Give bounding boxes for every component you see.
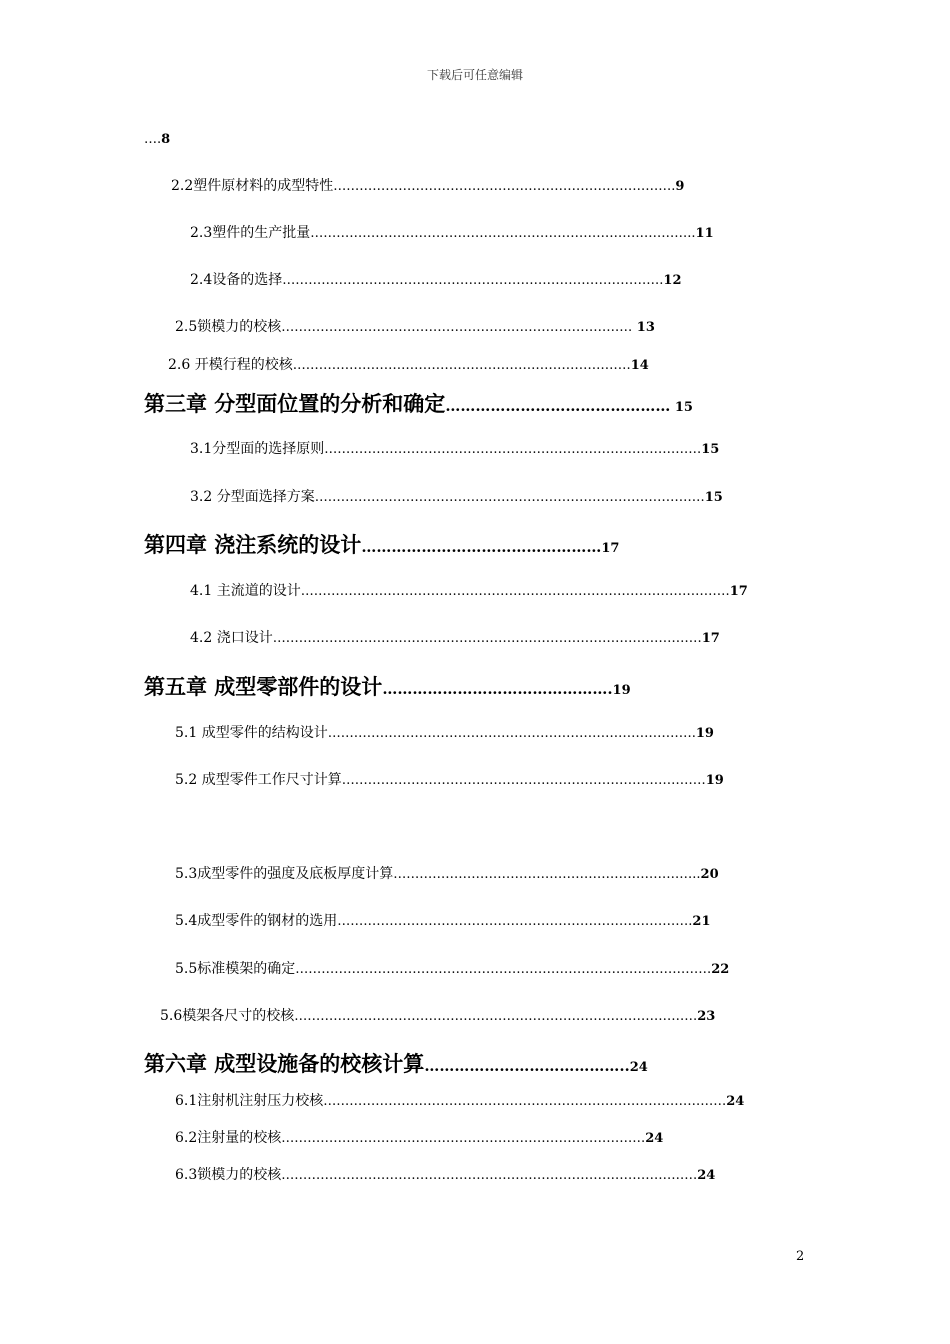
toc-entry: 3.1分型面的选择原则……………………………………………………………………………15	[190, 441, 720, 457]
toc-entry: 2.5锁模力的校核……………………………………………………………………… 13	[175, 319, 655, 335]
toc-entry: 5.6模架各尺寸的校核…………………………………………………………………………………23	[160, 1008, 716, 1024]
toc-chapter: 第四章 浇注系统的设计…………………………………………17	[144, 532, 620, 557]
toc-entry: 3.2 分型面选择方案………………………………………………………………………………15	[190, 489, 723, 505]
toc-entry: 2.4设备的选择…………………………………………………………………………….12	[190, 272, 682, 288]
toc-entry: 5.1 成型零件的结构设计………………………………………………………………………….19	[175, 725, 714, 741]
toc-entry: 5.2 成型零件工作尺寸计算…………………………………………………………………………19	[175, 772, 724, 788]
toc-entry: 5.4成型零件的钢材的选用……………………………………………………………………….21	[175, 913, 711, 929]
toc-entry: 4.1 主流道的设计………………………………………………………………………………………17	[190, 583, 748, 599]
toc-entry: 2.6 开模行程的校核……………………………………………………………………14	[168, 357, 649, 373]
toc-entry: 2.2塑件原材料的成型特性…………………………………………………………………….9	[171, 178, 685, 194]
toc-entry: 4.2 浇口设计………………………………………………………………………………………17	[190, 630, 720, 646]
page-header: 下载后可任意编辑	[426, 68, 523, 82]
toc-entry: 6.1注射机注射压力校核…………………………………………………………………………………24	[175, 1093, 745, 1109]
toc-entry: ….8	[144, 132, 171, 147]
toc-chapter: 第三章 分型面位置的分析和确定……………………………………… 15	[144, 391, 693, 416]
toc-entry: 6.3锁模力的校核……………………………………………………………………………………24	[175, 1167, 716, 1183]
toc-chapter: 第六章 成型设施备的校核计算…………………………………..24	[144, 1051, 648, 1076]
toc-entry: 5.3成型零件的强度及底板厚度计算……………………………………………………………..20	[175, 866, 719, 882]
toc-entry: 2.3塑件的生产批量……………………………………………………………………………..11	[190, 225, 714, 241]
toc-entry: 5.5标准模架的确定……………………………………………………………………………………22	[175, 961, 730, 977]
toc-chapter: 第五章 成型零部件的设计……………………………………….19	[144, 674, 631, 699]
toc-entry: 6.2注射量的校核…………………………………………………………………………24	[175, 1130, 664, 1146]
page-number: 2	[796, 1249, 805, 1264]
